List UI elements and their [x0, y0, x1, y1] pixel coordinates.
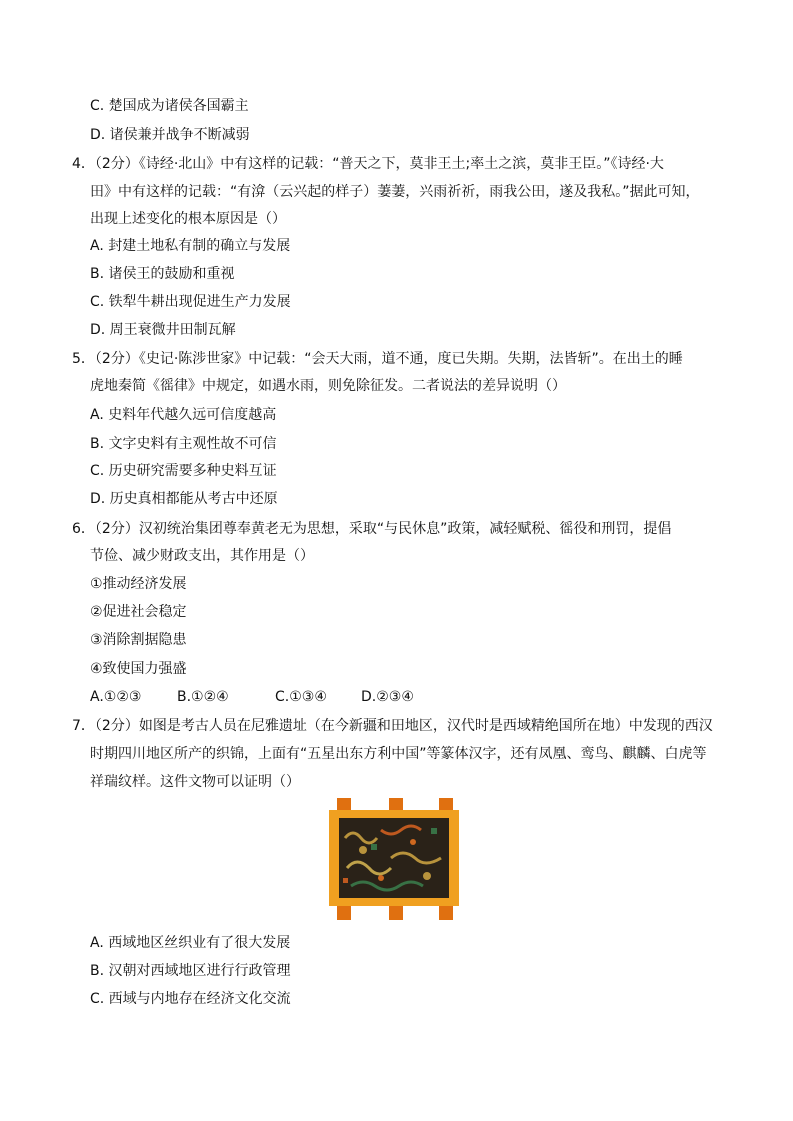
brocade-artifact-image	[327, 798, 461, 920]
question-4-option-c: C. 铁犁牛耕出现促进生产力发展	[90, 294, 291, 310]
question-7-stem-line-3: 祥瑞纹样。这件文物可以证明（）	[90, 774, 300, 790]
question-6-option-b: B.①②④	[177, 689, 229, 705]
question-4-option-d: D. 周王衰微井田制瓦解	[90, 322, 236, 338]
question-5-stem-line-2: 虎地秦简《徭律》中规定，如遇水雨，则免除征发。二者说法的差异说明（）	[90, 378, 566, 394]
question-7-option-c: C. 西域与内地存在经济文化交流	[90, 991, 291, 1007]
question-4-option-b: B. 诸侯王的鼓励和重视	[90, 266, 235, 282]
question-6-item-2: ②促进社会稳定	[90, 604, 187, 620]
question-5-option-c: C. 历史研究需要多种史料互证	[90, 463, 277, 479]
question-6-option-a: A.①②③	[90, 689, 142, 705]
question-7-option-a: A. 西域地区丝织业有了很大发展	[90, 935, 291, 951]
question-5-stem-line-1: 5．（2分）《史记·陈涉世家》中记载：“会天大雨，道不通，度已失期。失期，法皆斩”。在出土的睡	[72, 351, 683, 367]
question-5-option-a: A. 史料年代越久远可信度越高	[90, 407, 277, 423]
question-4-stem-line-1: 4．（2分）《诗经·北山》中有这样的记载：“普天之下，莫非王土;率土之滨，莫非王臣。”《诗经·大	[72, 156, 664, 172]
question-7-stem-line-2: 时期四川地区所产的织锦，上面有“五星出东方利中国”等篆体汉字，还有凤凰、鸾鸟、麒麟、白虎等	[90, 746, 707, 762]
question-6-options	[90, 687, 414, 707]
question-4-stem-line-3: 出现上述变化的根本原因是（）	[90, 211, 286, 227]
question-7-stem-line-1: 7．（2分）如图是考古人员在尼雅遗址（在今新疆和田地区，汉代时是西域精绝国所在地）中发现的西汉	[72, 718, 713, 734]
question-6-option-c: C.①③④	[275, 689, 327, 705]
question-5-option-d: D. 历史真相都能从考古中还原	[90, 491, 278, 507]
option-d-q3: D. 诸侯兼并战争不断减弱	[90, 127, 250, 143]
question-6-option-d: D.②③④	[361, 689, 414, 705]
question-7-option-b: B. 汉朝对西域地区进行行政管理	[90, 963, 291, 979]
question-5-option-b: B. 文字史料有主观性故不可信	[90, 436, 277, 452]
question-6-item-1: ①推动经济发展	[90, 576, 187, 592]
option-c-q3: C. 楚国成为诸侯各国霸主	[90, 98, 249, 114]
question-6-item-3: ③消除割据隐患	[90, 632, 187, 648]
question-6-stem-line-2: 节俭、减少财政支出，其作用是（）	[90, 548, 314, 564]
question-6-item-4: ④致使国力强盛	[90, 661, 187, 677]
question-6-stem-line-1: 6．（2分）汉初统治集团尊奉黄老无为思想，采取“与民休息”政策，减轻赋税、徭役和刑罚，提倡	[72, 521, 672, 537]
question-4-option-a: A. 封建土地私有制的确立与发展	[90, 238, 291, 254]
question-4-stem-line-2: 田》中有这样的记载：“有渰（云兴起的样子）萋萋，兴雨祈祈，雨我公田，遂及我私。”据此可知，	[90, 184, 700, 200]
